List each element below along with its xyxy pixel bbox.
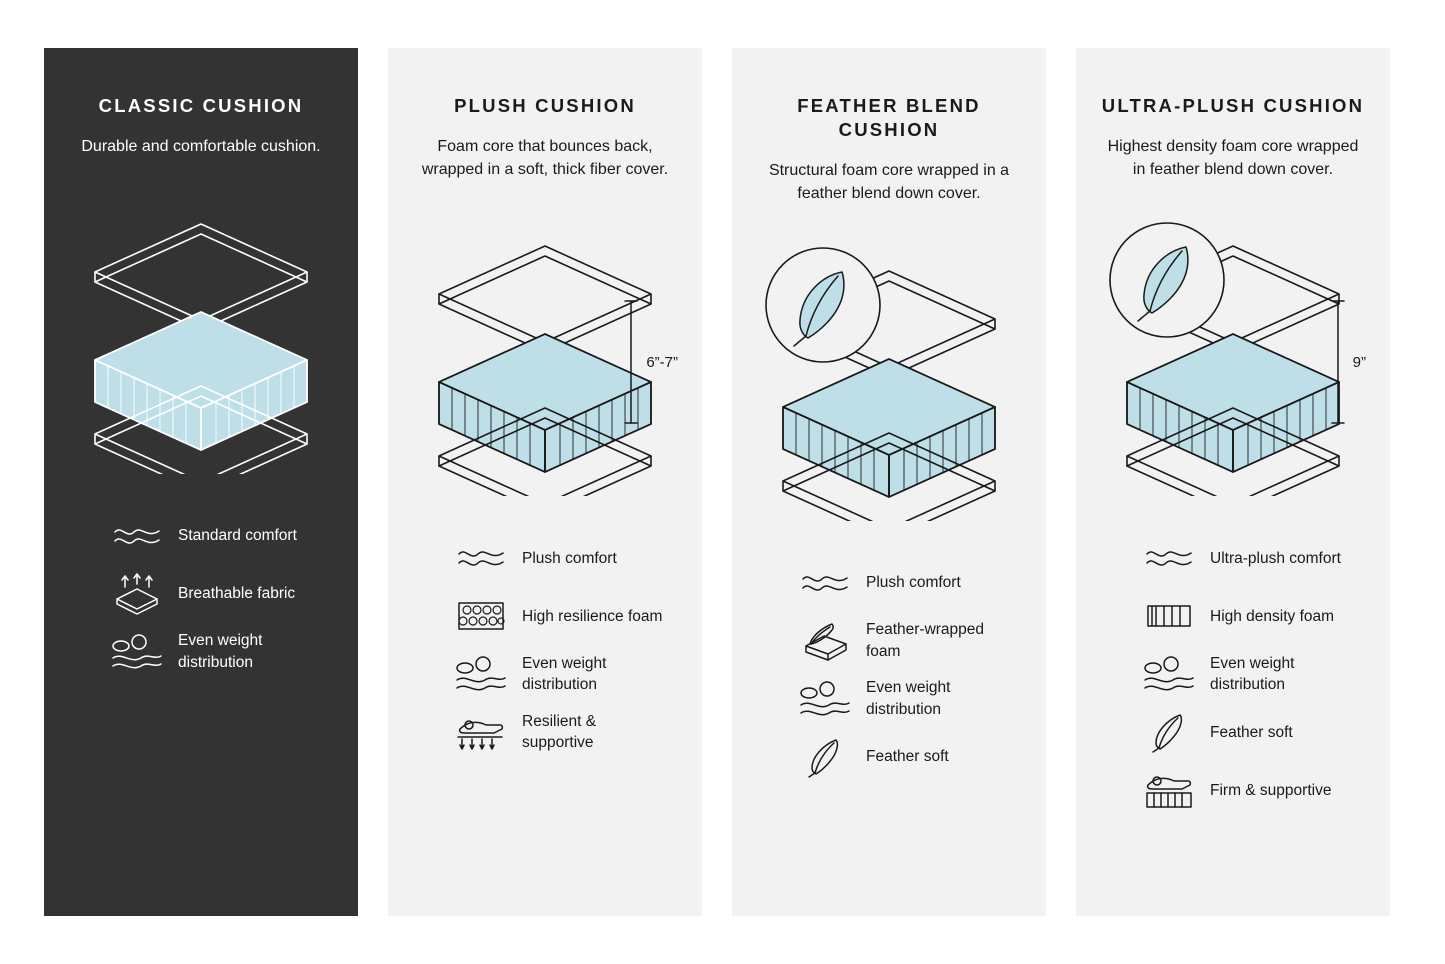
feature-label: Feather-wrapped foam — [866, 621, 985, 660]
breathable-fabric-icon — [110, 574, 164, 614]
diagram-area — [68, 189, 334, 489]
cushion-card — [44, 48, 358, 916]
diagram-area — [412, 211, 678, 511]
feature-list — [68, 507, 334, 681]
card-description: Foam core that bounces back, wrapped in a soft, thick fiber cover. — [421, 138, 669, 178]
feather-badge — [1108, 221, 1226, 339]
honeycomb-foam-icon — [454, 596, 508, 636]
dimension-label: 6”-7” — [646, 353, 678, 371]
feature-label: Breathable fabric — [178, 585, 296, 603]
wave-icon — [798, 563, 852, 603]
card-title: PLUSH CUSHION — [454, 95, 636, 116]
dimension-marker — [1331, 297, 1366, 427]
card-description: Highest density foam core wrapped in feather blend down cover. — [1107, 138, 1359, 178]
feather-badge-icon — [1108, 221, 1226, 339]
feather-badge — [764, 246, 882, 364]
feature-item — [1142, 761, 1356, 819]
feature-label: Even weight distribution — [1210, 655, 1295, 694]
feature-label: Ultra-plush comfort — [1210, 549, 1341, 567]
feature-item — [1142, 587, 1356, 645]
feature-item — [110, 565, 324, 623]
feature-item — [454, 529, 668, 587]
cushion-exploded-diagram — [71, 204, 331, 474]
feather-icon — [1142, 712, 1196, 752]
feature-list — [1100, 529, 1366, 819]
feature-label: Plush comfort — [522, 549, 617, 567]
feather-badge-icon — [764, 246, 882, 364]
feature-label: Resilient & supportive — [522, 713, 597, 752]
wave-icon — [110, 516, 164, 556]
feature-label: Feather soft — [866, 747, 949, 765]
card-title: ULTRA-PLUSH CUSHION — [1101, 95, 1365, 116]
cushion-card — [732, 48, 1046, 916]
feature-item — [454, 587, 668, 645]
weight-distribution-icon — [1142, 654, 1196, 694]
feather-wrapped-foam-icon — [798, 621, 852, 661]
feature-label: Even weight distribution — [522, 655, 607, 694]
card-title: CLASSIC CUSHION — [98, 95, 304, 116]
cushion-card — [388, 48, 702, 916]
feature-item — [798, 670, 1012, 728]
feature-item — [110, 623, 324, 681]
feature-label: High density foam — [1210, 607, 1335, 625]
weight-distribution-icon — [110, 632, 164, 672]
feature-list — [412, 529, 678, 761]
cushion-card — [1076, 48, 1390, 916]
feature-item — [110, 507, 324, 565]
high-density-foam-icon — [1142, 596, 1196, 636]
card-description: Structural foam core wrapped in a feather blend down cover. — [768, 162, 1010, 202]
feature-item — [798, 554, 1012, 612]
diagram-area — [1100, 211, 1366, 511]
feature-item — [1142, 645, 1356, 703]
wave-icon — [1142, 538, 1196, 578]
feature-item — [454, 645, 668, 703]
weight-distribution-icon — [798, 679, 852, 719]
dimension-label: 9” — [1352, 353, 1366, 371]
card-description: Durable and comfortable cushion. — [81, 138, 321, 156]
feature-label: Feather soft — [1210, 723, 1293, 741]
feature-item — [798, 728, 1012, 786]
feature-item — [798, 612, 1012, 670]
feature-label: Standard comfort — [178, 527, 297, 545]
feature-label: Even weight distribution — [178, 632, 263, 671]
feature-item — [1142, 703, 1356, 761]
resilient-support-icon — [454, 712, 508, 752]
feature-label: Firm & supportive — [1210, 781, 1332, 799]
weight-distribution-icon — [454, 654, 508, 694]
feature-label: Even weight distribution — [866, 679, 951, 718]
feather-icon — [798, 737, 852, 777]
wave-icon — [454, 538, 508, 578]
feature-item — [454, 703, 668, 761]
diagram-area — [756, 236, 1022, 536]
feature-item — [1142, 529, 1356, 587]
card-title: FEATHER BLEND CUSHION — [797, 95, 981, 141]
feature-label: Plush comfort — [866, 573, 961, 591]
feature-label: High resilience foam — [522, 607, 663, 625]
feature-list — [756, 554, 1022, 786]
dimension-marker — [624, 297, 678, 427]
firm-support-icon — [1142, 770, 1196, 810]
